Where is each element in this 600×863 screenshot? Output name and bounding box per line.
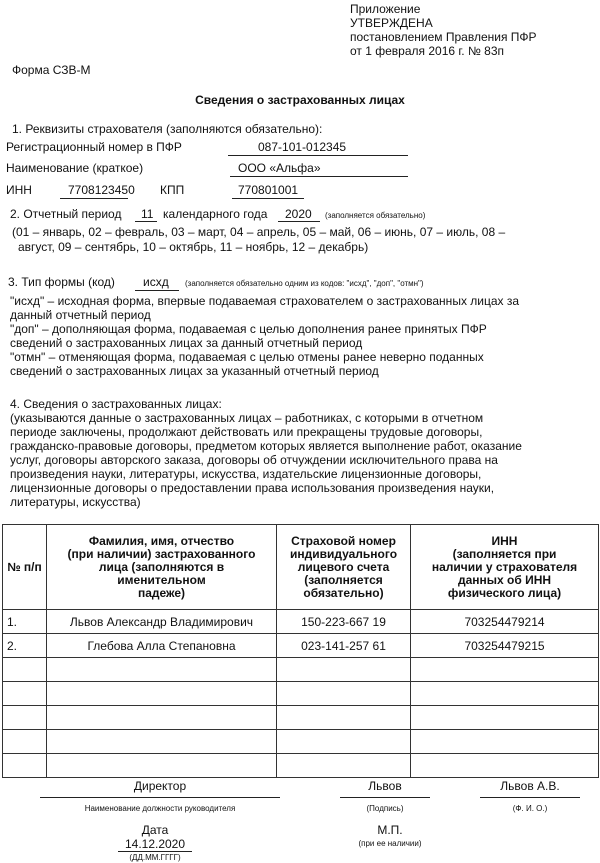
- period-month[interactable]: 11: [141, 207, 154, 221]
- header-snils-line: обязательно): [303, 585, 384, 600]
- header-fio-line: Фамилия, имя, отчество: [88, 533, 235, 548]
- fio-caption: (Ф. И. О.): [512, 804, 548, 813]
- description-line: данный отчетный период: [10, 308, 151, 322]
- section4-text: [10, 397, 580, 509]
- form-type-code[interactable]: исхд: [143, 275, 169, 289]
- approval-line: постановлением Правления ПФР: [350, 30, 537, 44]
- table-row: [3, 610, 599, 634]
- form-type-underline: [135, 290, 179, 291]
- table-row: [3, 706, 599, 730]
- description-line: "исхд" – исходная форма, впервые подаваемая страхователем о застрахованных лицах за: [10, 294, 520, 308]
- reg-number-value[interactable]: 087-101-012345: [258, 140, 347, 154]
- reg-number-label: Регистрационный номер в ПФР: [6, 140, 182, 154]
- section4-line: периоде заключены, продолжают действовать или прекращены трудовые договоры,: [10, 425, 483, 439]
- header-snils-line: (заполняется: [304, 572, 383, 587]
- form-type-note: (заполняется обязательно одним из кодов: "исхд", "доп", "отмн"): [185, 279, 424, 288]
- inn-underline: [60, 198, 128, 199]
- cell-num[interactable]: [3, 754, 47, 778]
- kpp-underline: [232, 198, 304, 199]
- signature-caption: (Подпись): [366, 804, 404, 813]
- cell-snils[interactable]: 150-223-667 19: [277, 610, 411, 634]
- header-snils: [277, 525, 411, 610]
- kpp-label: КПП: [160, 183, 185, 197]
- inn-value[interactable]: 7708123450: [68, 183, 135, 197]
- description-line: "доп" – дополняющая форма, подаваемая с целью дополнения ранее принятых ПФР: [10, 322, 487, 336]
- header-fio-line: именительном: [117, 572, 206, 587]
- org-name-underline: [230, 176, 408, 177]
- reg-number-underline: [228, 155, 408, 156]
- year-label: календарного года: [163, 207, 268, 221]
- signature-value[interactable]: Львов: [368, 779, 402, 793]
- cell-fio[interactable]: [47, 682, 277, 706]
- section4-line: услуг, договоры авторского заказа, договоры об отчуждении исключительного права на: [10, 453, 498, 467]
- header-fio: [47, 525, 277, 610]
- cell-snils[interactable]: 023-141-257 61: [277, 634, 411, 658]
- cell-snils[interactable]: [277, 730, 411, 754]
- cell-num[interactable]: 2.: [3, 634, 47, 658]
- cell-num[interactable]: [3, 682, 47, 706]
- section4-line: 4. Сведения о застрахованных лицах:: [10, 397, 222, 411]
- cell-inn[interactable]: [411, 730, 599, 754]
- section4-line: лицензионные договоры о предоставлении права использования произведения науки,: [10, 481, 495, 495]
- header-snils-line: Страховой номер: [291, 533, 396, 548]
- header-fio-line: падеже): [137, 585, 186, 600]
- form-name: Форма СЗВ-М: [12, 63, 91, 77]
- cell-num[interactable]: 1.: [3, 610, 47, 634]
- position-value[interactable]: Директор: [133, 779, 187, 793]
- date-label: Дата: [141, 823, 169, 837]
- position-caption: Наименование должности руководителя: [84, 804, 236, 813]
- period-note: (заполняется обязательно): [325, 211, 426, 220]
- cell-snils[interactable]: [277, 706, 411, 730]
- approval-line: УТВЕРЖДЕНА: [350, 16, 433, 30]
- description-line: сведений о застрахованных лицах за указанный отчетный период: [10, 364, 379, 378]
- section1-heading: 1. Реквизиты страхователя (заполняются обязательно):: [12, 122, 323, 136]
- header-inn: [411, 525, 599, 610]
- header-inn-line: данных об ИНН: [457, 572, 552, 587]
- cell-inn[interactable]: [411, 658, 599, 682]
- table-row: [3, 634, 599, 658]
- header-num: № п/п: [3, 525, 47, 610]
- form-type-label: 3. Тип формы (код): [8, 275, 115, 289]
- period-month-underline: [135, 221, 157, 222]
- period-label: 2. Отчетный период: [10, 207, 122, 221]
- cell-fio[interactable]: Львов Александр Владимирович: [47, 610, 277, 634]
- cell-inn[interactable]: [411, 754, 599, 778]
- table-row: [3, 682, 599, 706]
- date-value[interactable]: 14.12.2020: [124, 837, 186, 851]
- section4-line: произведения науки, литературы, искусства, издательские лицензионные договоры,: [10, 467, 482, 481]
- cell-fio[interactable]: [47, 658, 277, 682]
- period-year[interactable]: 2020: [285, 207, 312, 221]
- cell-fio[interactable]: [47, 730, 277, 754]
- description-line: сведений о застрахованных лицах за данный отчетный период: [10, 336, 363, 350]
- date-underline: [118, 851, 192, 852]
- approval-block: [350, 2, 537, 58]
- section4-line: (указываются данные о застрахованных лицах – работниках, с которыми в отчетном: [10, 411, 484, 425]
- document-title: Сведения о застрахованных лицах: [195, 93, 405, 107]
- period-year-underline: [278, 221, 320, 222]
- date-caption: (ДД.ММ.ГГГГ): [129, 853, 181, 862]
- months-legend-line: (01 – январь, 02 – февраль, 03 – март, 04 – апрель, 05 – май, 06 – июнь, 07 – июль, 08 –: [12, 225, 506, 239]
- cell-inn[interactable]: [411, 706, 599, 730]
- table-header-row: [3, 525, 599, 610]
- stamp-caption: (при ее наличии): [358, 839, 422, 848]
- cell-fio[interactable]: [47, 754, 277, 778]
- position-underline: [40, 797, 280, 798]
- insured-persons-table: [2, 524, 599, 778]
- cell-snils[interactable]: [277, 754, 411, 778]
- table-row: [3, 754, 599, 778]
- approval-line: Приложение: [350, 2, 421, 16]
- approval-line: от 1 февраля 2016 г. № 83п: [350, 44, 505, 58]
- table-row: [3, 730, 599, 754]
- cell-snils[interactable]: [277, 658, 411, 682]
- org-name-label: Наименование (краткое): [6, 161, 144, 175]
- org-name-value[interactable]: ООО «Альфа»: [238, 161, 321, 175]
- table-row: [3, 658, 599, 682]
- cell-num[interactable]: [3, 730, 47, 754]
- stamp-label: М.П.: [377, 823, 403, 837]
- months-legend-line: август, 09 – сентябрь, 10 – октябрь, 11 – ноябрь, 12 – декабрь): [18, 240, 369, 254]
- cell-inn[interactable]: [411, 682, 599, 706]
- fio-underline: [480, 797, 580, 798]
- cell-inn[interactable]: 703254479214: [411, 610, 599, 634]
- section4-line: литературы, искусства): [10, 495, 141, 509]
- header-inn-line: наличии у страхователя: [431, 559, 578, 574]
- header-fio-line: (при наличии) застрахованного: [67, 546, 256, 561]
- header-snils-line: лицевого счета: [297, 559, 390, 574]
- cell-fio[interactable]: Глебова Алла Степановна: [47, 634, 277, 658]
- inn-label: ИНН: [6, 183, 32, 197]
- cell-fio[interactable]: [47, 706, 277, 730]
- signature-underline: [340, 797, 430, 798]
- fio-value[interactable]: Львов А.В.: [500, 779, 560, 793]
- form-type-descriptions: [10, 294, 580, 378]
- header-snils-line: индивидуального: [289, 546, 398, 561]
- cell-inn[interactable]: 703254479215: [411, 634, 599, 658]
- header-inn-line: физического лица): [447, 585, 562, 600]
- cell-num[interactable]: [3, 658, 47, 682]
- kpp-value[interactable]: 770801001: [238, 183, 299, 197]
- description-line: "отмн" – отменяющая форма, подаваемая с целью отмены ранее неверно поданных: [10, 350, 484, 364]
- header-fio-line: лица (заполняются в: [98, 559, 225, 574]
- section4-line: гражданско-правовые договоры, предметом которых является выполнение работ, оказание: [10, 439, 522, 453]
- cell-num[interactable]: [3, 706, 47, 730]
- cell-snils[interactable]: [277, 682, 411, 706]
- header-inn-line: ИНН: [491, 533, 518, 548]
- header-inn-line: (заполняется при: [452, 546, 557, 561]
